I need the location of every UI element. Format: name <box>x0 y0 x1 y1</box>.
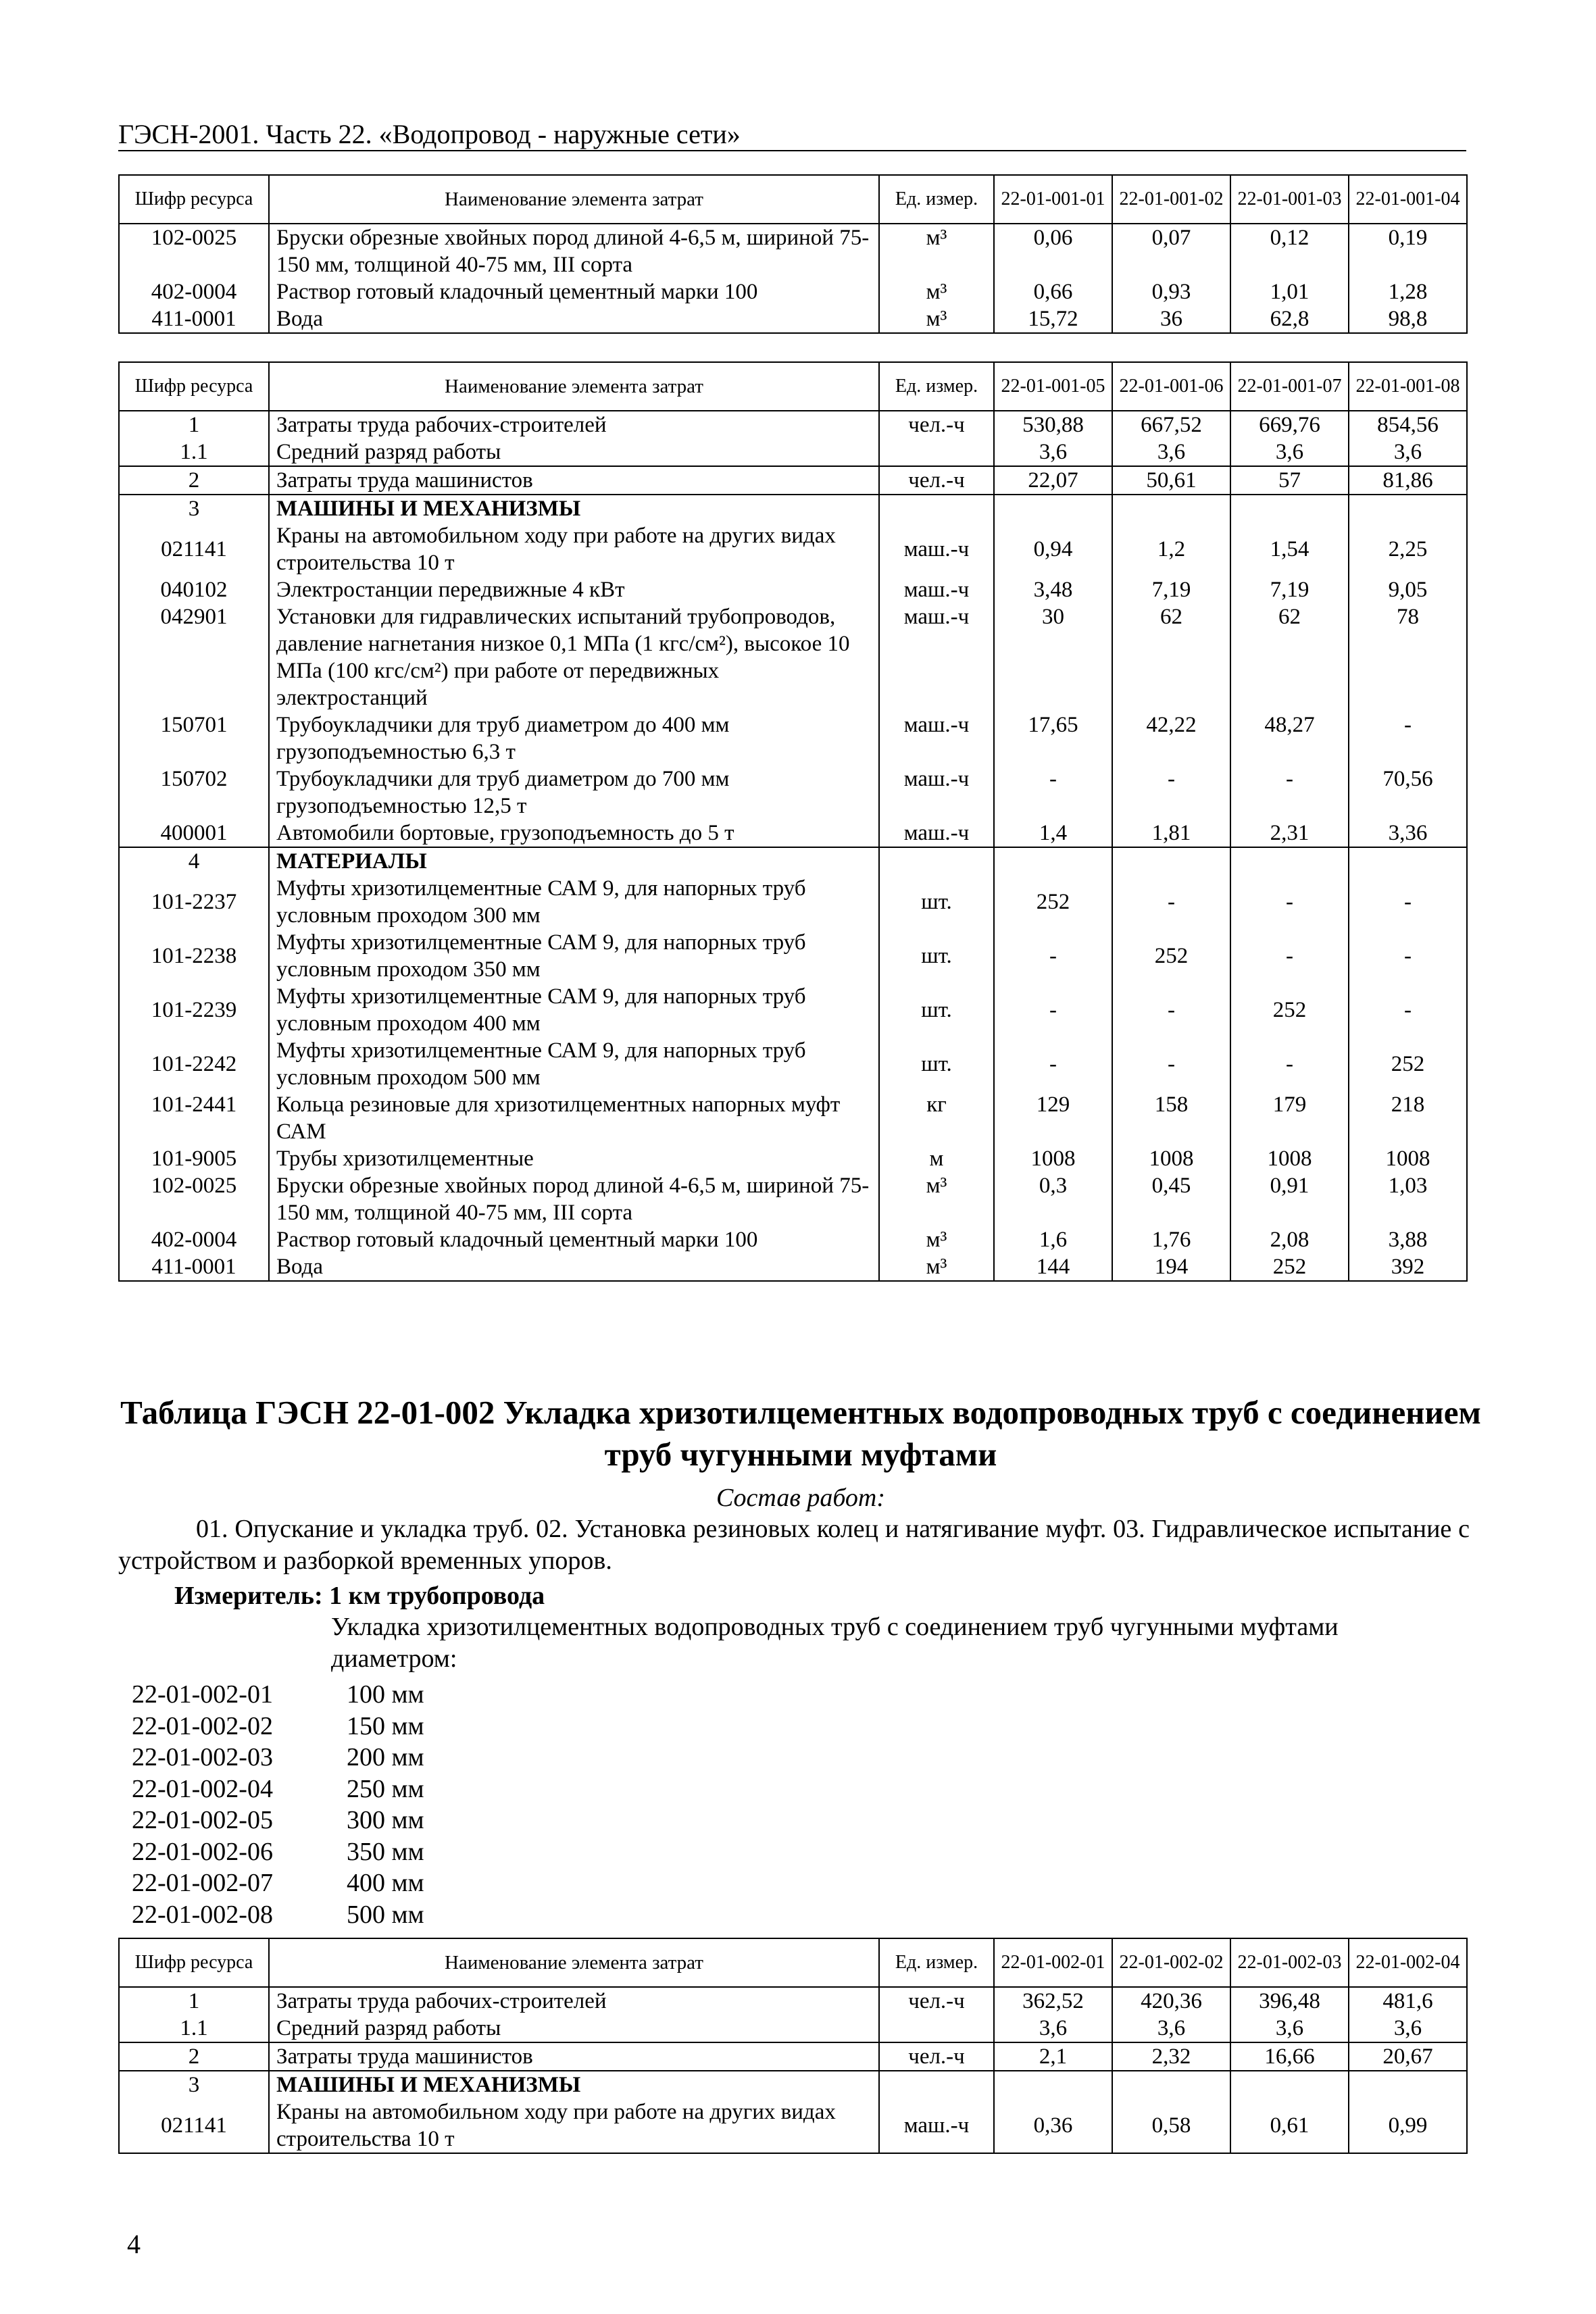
row-value: 15,72 <box>994 305 1112 333</box>
row-value: 0,45 <box>1112 1172 1230 1226</box>
variant-code: 22-01-002-06 <box>132 1837 273 1866</box>
row-value <box>994 495 1112 522</box>
row-value: - <box>1112 983 1230 1037</box>
variant-code: 22-01-002-03 <box>132 1743 273 1771</box>
row-unit: маш.-ч <box>879 603 994 711</box>
row-value <box>1230 2071 1349 2098</box>
col-header-name: Наименование элемента затрат <box>269 1938 879 1987</box>
row-name: Затраты труда рабочих-строителей <box>269 1987 879 2015</box>
table-row <box>119 1987 1467 2015</box>
col-header-code: Шифр ресурса <box>119 1938 269 1987</box>
row-unit: маш.-ч <box>879 576 994 603</box>
variant-code: 22-01-002-01 <box>132 1680 273 1709</box>
row-value: 1,2 <box>1112 522 1230 576</box>
variant-size: 200 мм <box>347 1743 424 1771</box>
col-header-code: Шифр ресурса <box>119 175 269 224</box>
row-code: 3 <box>119 495 269 522</box>
row-code: 101-2239 <box>119 983 269 1037</box>
row-value: 3,6 <box>994 2015 1112 2042</box>
table-row <box>119 765 1467 820</box>
variant-size: 150 мм <box>347 1711 424 1740</box>
row-code: 101-9005 <box>119 1145 269 1172</box>
variant-size: 500 мм <box>347 1900 424 1929</box>
row-name: Кольца резиновые для хризотилцементных напорных муфт САМ <box>269 1091 879 1145</box>
row-value: 1,03 <box>1349 1172 1467 1226</box>
row-value: 2,31 <box>1230 820 1349 847</box>
row-value: 9,05 <box>1349 576 1467 603</box>
resource-table-1 <box>118 174 1468 334</box>
row-value: 854,56 <box>1349 411 1467 438</box>
row-name: Трубы хризотилцементные <box>269 1145 879 1172</box>
resource-table-2 <box>118 361 1468 1282</box>
row-value: 3,6 <box>1349 2015 1467 2042</box>
row-value: 3,6 <box>1349 438 1467 466</box>
row-name: Раствор готовый кладочный цементный марки 100 <box>269 278 879 305</box>
row-value <box>1112 495 1230 522</box>
row-value: 62,8 <box>1230 305 1349 333</box>
row-name: Краны на автомобильном ходу при работе на других видах строительства 10 т <box>269 2098 879 2153</box>
row-value: 1,6 <box>994 1226 1112 1253</box>
row-value: 1008 <box>1230 1145 1349 1172</box>
row-value: 0,61 <box>1230 2098 1349 2153</box>
variant-size: 250 мм <box>347 1774 424 1803</box>
row-value: 20,67 <box>1349 2042 1467 2071</box>
table-row <box>119 1253 1467 1281</box>
row-value: 3,6 <box>1230 438 1349 466</box>
row-value: 48,27 <box>1230 711 1349 765</box>
row-value <box>1112 847 1230 875</box>
row-value: 144 <box>994 1253 1112 1281</box>
row-unit: чел.-ч <box>879 2042 994 2071</box>
row-name: Затраты труда рабочих-строителей <box>269 411 879 438</box>
row-value: 420,36 <box>1112 1987 1230 2015</box>
row-value: 36 <box>1112 305 1230 333</box>
row-code: 101-2238 <box>119 929 269 983</box>
row-value: 98,8 <box>1349 305 1467 333</box>
row-unit: шт. <box>879 875 994 929</box>
row-unit: маш.-ч <box>879 820 994 847</box>
table-row <box>119 438 1467 466</box>
row-value: 7,19 <box>1230 576 1349 603</box>
col-header-variant: 22-01-001-01 <box>994 175 1112 224</box>
row-value: - <box>994 1037 1112 1091</box>
row-code: 402-0004 <box>119 278 269 305</box>
row-value: 62 <box>1112 603 1230 711</box>
row-value: 57 <box>1230 466 1349 495</box>
row-unit <box>879 847 994 875</box>
variant-item <box>132 1867 424 1899</box>
table-row <box>119 820 1467 847</box>
row-name: Средний разряд работы <box>269 2015 879 2042</box>
col-header-name: Наименование элемента затрат <box>269 362 879 411</box>
row-value: 3,6 <box>1112 438 1230 466</box>
row-unit: м³ <box>879 305 994 333</box>
row-value: - <box>994 983 1112 1037</box>
row-value: 252 <box>1112 929 1230 983</box>
table-row <box>119 603 1467 711</box>
table-row <box>119 847 1467 875</box>
row-code: 402-0004 <box>119 1226 269 1253</box>
row-code: 411-0001 <box>119 305 269 333</box>
row-value: 0,58 <box>1112 2098 1230 2153</box>
table-row <box>119 1172 1467 1226</box>
row-value: 0,06 <box>994 224 1112 278</box>
resource-table-3 <box>118 1938 1468 2154</box>
variant-code: 22-01-002-08 <box>132 1900 273 1929</box>
row-unit: м³ <box>879 1253 994 1281</box>
row-value: 530,88 <box>994 411 1112 438</box>
running-header: ГЭСН-2001. Часть 22. «Водопровод - наружные сети» <box>118 119 741 149</box>
section-heading: МАТЕРИАЛЫ <box>269 847 879 875</box>
row-value: - <box>1230 1037 1349 1091</box>
row-unit: шт. <box>879 929 994 983</box>
row-unit: маш.-ч <box>879 711 994 765</box>
table-row <box>119 2042 1467 2071</box>
row-value: 3,48 <box>994 576 1112 603</box>
row-value: 179 <box>1230 1091 1349 1145</box>
row-unit: шт. <box>879 983 994 1037</box>
row-value: 0,66 <box>994 278 1112 305</box>
row-name: Затраты труда машинистов <box>269 2042 879 2071</box>
row-code: 021141 <box>119 2098 269 2153</box>
col-header-name: Наименование элемента затрат <box>269 175 879 224</box>
row-unit: чел.-ч <box>879 1987 994 2015</box>
row-value: 50,61 <box>1112 466 1230 495</box>
row-value: 252 <box>1230 983 1349 1037</box>
row-unit <box>879 2071 994 2098</box>
row-code: 4 <box>119 847 269 875</box>
row-value: - <box>994 765 1112 820</box>
row-name: Бруски обрезные хвойных пород длиной 4-6,5 м, шириной 75-150 мм, толщиной 40-75 мм, III сорта <box>269 1172 879 1226</box>
row-value: 0,12 <box>1230 224 1349 278</box>
col-header-variant: 22-01-002-04 <box>1349 1938 1467 1987</box>
variant-item <box>132 1679 424 1711</box>
row-value: 194 <box>1112 1253 1230 1281</box>
composition-heading: Состав работ: <box>716 1484 886 1512</box>
section-title: Таблица ГЭСН 22-01-002 Укладка хризотилцементных водопроводных труб с соединением труб чугунными муфтами <box>120 1394 1481 1473</box>
row-unit: м³ <box>879 224 994 278</box>
row-value: - <box>994 929 1112 983</box>
variant-item <box>132 1805 424 1836</box>
row-code: 101-2242 <box>119 1037 269 1091</box>
col-header-variant: 22-01-002-01 <box>994 1938 1112 1987</box>
row-value <box>1230 847 1349 875</box>
table-row <box>119 2098 1467 2153</box>
table-row <box>119 929 1467 983</box>
col-header-code: Шифр ресурса <box>119 362 269 411</box>
table-row <box>119 466 1467 495</box>
row-value: 0,3 <box>994 1172 1112 1226</box>
table-row <box>119 983 1467 1037</box>
row-value: 81,86 <box>1349 466 1467 495</box>
row-code: 102-0025 <box>119 224 269 278</box>
row-code: 1 <box>119 411 269 438</box>
row-value: - <box>1349 875 1467 929</box>
variant-size: 100 мм <box>347 1680 424 1709</box>
row-value: 0,94 <box>994 522 1112 576</box>
row-value: 2,1 <box>994 2042 1112 2071</box>
row-value: 3,6 <box>1230 2015 1349 2042</box>
table-row <box>119 495 1467 522</box>
row-value <box>1349 2071 1467 2098</box>
row-unit: маш.-ч <box>879 765 994 820</box>
row-value <box>994 847 1112 875</box>
row-code: 150701 <box>119 711 269 765</box>
row-name: Бруски обрезные хвойных пород длиной 4-6,5 м, шириной 75-150 мм, толщиной 40-75 мм, III сорта <box>269 224 879 278</box>
row-value: 218 <box>1349 1091 1467 1145</box>
row-value: 0,91 <box>1230 1172 1349 1226</box>
row-value: 42,22 <box>1112 711 1230 765</box>
row-name: Муфты хризотилцементные САМ 9, для напорных труб условным проходом 400 мм <box>269 983 879 1037</box>
row-value: 1,76 <box>1112 1226 1230 1253</box>
row-unit: маш.-ч <box>879 2098 994 2153</box>
row-unit: чел.-ч <box>879 466 994 495</box>
row-name: Автомобили бортовые, грузоподъемность до 5 т <box>269 820 879 847</box>
row-value: 3,6 <box>994 438 1112 466</box>
variant-item <box>132 1711 424 1742</box>
variant-item <box>132 1774 424 1805</box>
row-code: 400001 <box>119 820 269 847</box>
row-value: 16,66 <box>1230 2042 1349 2071</box>
row-name: Муфты хризотилцементные САМ 9, для напорных труб условным проходом 350 мм <box>269 929 879 983</box>
variant-item <box>132 1742 424 1774</box>
row-value: 0,99 <box>1349 2098 1467 2153</box>
variant-list <box>132 1679 424 1930</box>
row-unit: кг <box>879 1091 994 1145</box>
row-value: 0,07 <box>1112 224 1230 278</box>
row-name: Раствор готовый кладочный цементный марки 100 <box>269 1226 879 1253</box>
col-header-unit: Ед. измер. <box>879 175 994 224</box>
row-value: 1008 <box>1112 1145 1230 1172</box>
row-value <box>994 2071 1112 2098</box>
row-code: 1 <box>119 1987 269 2015</box>
row-code: 150702 <box>119 765 269 820</box>
row-value: 396,48 <box>1230 1987 1349 2015</box>
row-code: 021141 <box>119 522 269 576</box>
row-value: 481,6 <box>1349 1987 1467 2015</box>
row-value <box>1349 495 1467 522</box>
col-header-variant: 22-01-001-05 <box>994 362 1112 411</box>
row-value: 0,36 <box>994 2098 1112 2153</box>
row-value: - <box>1349 711 1467 765</box>
row-value: 3,6 <box>1112 2015 1230 2042</box>
table-row <box>119 305 1467 333</box>
row-unit: м³ <box>879 278 994 305</box>
row-value: - <box>1112 1037 1230 1091</box>
row-value: - <box>1112 765 1230 820</box>
col-header-variant: 22-01-002-03 <box>1230 1938 1349 1987</box>
row-value <box>1230 495 1349 522</box>
row-value: 3,36 <box>1349 820 1467 847</box>
row-value: - <box>1349 929 1467 983</box>
row-value: - <box>1230 875 1349 929</box>
row-unit <box>879 495 994 522</box>
col-header-variant: 22-01-001-02 <box>1112 175 1230 224</box>
row-value: 1008 <box>994 1145 1112 1172</box>
row-value: 0,19 <box>1349 224 1467 278</box>
row-code: 411-0001 <box>119 1253 269 1281</box>
col-header-variant: 22-01-001-06 <box>1112 362 1230 411</box>
row-value: 129 <box>994 1091 1112 1145</box>
row-unit: м³ <box>879 1226 994 1253</box>
row-value: 7,19 <box>1112 576 1230 603</box>
row-value: 1,28 <box>1349 278 1467 305</box>
row-name: Трубоукладчики для труб диаметром до 700 мм грузоподъемностью 12,5 т <box>269 765 879 820</box>
row-name: Трубоукладчики для труб диаметром до 400 мм грузоподъемностью 6,3 т <box>269 711 879 765</box>
table-row <box>119 1226 1467 1253</box>
row-code: 1.1 <box>119 2015 269 2042</box>
row-code: 101-2237 <box>119 875 269 929</box>
table-row <box>119 522 1467 576</box>
row-code: 102-0025 <box>119 1172 269 1226</box>
row-unit: маш.-ч <box>879 522 994 576</box>
row-name: Средний разряд работы <box>269 438 879 466</box>
table-row <box>119 1145 1467 1172</box>
row-value <box>1112 2071 1230 2098</box>
row-value: 22,07 <box>994 466 1112 495</box>
row-unit <box>879 2015 994 2042</box>
variant-code: 22-01-002-04 <box>132 1774 273 1803</box>
row-name: Электростанции передвижные 4 кВт <box>269 576 879 603</box>
row-value: 252 <box>994 875 1112 929</box>
row-value: 2,25 <box>1349 522 1467 576</box>
row-value: - <box>1112 875 1230 929</box>
table-row <box>119 576 1467 603</box>
row-value: 1,54 <box>1230 522 1349 576</box>
row-unit: м <box>879 1145 994 1172</box>
row-unit: чел.-ч <box>879 411 994 438</box>
row-value: - <box>1230 765 1349 820</box>
table-row <box>119 224 1467 278</box>
table-row <box>119 875 1467 929</box>
row-value: 17,65 <box>994 711 1112 765</box>
page-number: 4 <box>127 2229 141 2259</box>
variant-size: 350 мм <box>347 1837 424 1866</box>
row-value: 1008 <box>1349 1145 1467 1172</box>
row-value: - <box>1230 929 1349 983</box>
table-row <box>119 411 1467 438</box>
row-code: 101-2441 <box>119 1091 269 1145</box>
col-header-variant: 22-01-002-02 <box>1112 1938 1230 1987</box>
variant-item <box>132 1899 424 1931</box>
row-name: Муфты хризотилцементные САМ 9, для напорных труб условным проходом 500 мм <box>269 1037 879 1091</box>
row-value: 62 <box>1230 603 1349 711</box>
row-value: 667,52 <box>1112 411 1230 438</box>
row-value: 70,56 <box>1349 765 1467 820</box>
row-name: Вода <box>269 1253 879 1281</box>
row-code: 040102 <box>119 576 269 603</box>
variant-code: 22-01-002-02 <box>132 1711 273 1740</box>
row-name: Вода <box>269 305 879 333</box>
row-code: 1.1 <box>119 438 269 466</box>
measure-unit: Измеритель: 1 км трубопровода <box>174 1582 545 1610</box>
row-unit <box>879 438 994 466</box>
row-name: Муфты хризотилцементные САМ 9, для напорных труб условным проходом 300 мм <box>269 875 879 929</box>
variant-item <box>132 1836 424 1868</box>
table-row <box>119 278 1467 305</box>
row-value: 30 <box>994 603 1112 711</box>
table-row <box>119 2015 1467 2042</box>
table-row <box>119 1037 1467 1091</box>
col-header-variant: 22-01-001-07 <box>1230 362 1349 411</box>
row-value: 252 <box>1349 1037 1467 1091</box>
col-header-variant: 22-01-001-03 <box>1230 175 1349 224</box>
table-row <box>119 711 1467 765</box>
row-name: Затраты труда машинистов <box>269 466 879 495</box>
variant-intro: Укладка хризотилцементных водопроводных труб с соединением труб чугунными муфтами диаметром: <box>331 1613 1339 1673</box>
row-value: 252 <box>1230 1253 1349 1281</box>
col-header-unit: Ед. измер. <box>879 362 994 411</box>
row-value: 2,08 <box>1230 1226 1349 1253</box>
row-value: 392 <box>1349 1253 1467 1281</box>
row-value: 158 <box>1112 1091 1230 1145</box>
row-code: 2 <box>119 2042 269 2071</box>
row-value <box>1349 847 1467 875</box>
header-rule <box>118 150 1466 151</box>
row-name: Установки для гидравлических испытаний трубопроводов, давление нагнетания низкое 0,1 МПа (1 кгс/см²), высокое 10 МПа (100 кгс/см²) при работе от передвижных электростанций <box>269 603 879 711</box>
row-code: 3 <box>119 2071 269 2098</box>
variant-code: 22-01-002-05 <box>132 1806 273 1834</box>
composition-text: 01. Опускание и укладка труб. 02. Установка резиновых колец и натягивание муфт. 03. Гидравлическое испытание с устройством и разборкой временных упоров. <box>118 1515 1470 1575</box>
col-header-variant: 22-01-001-04 <box>1349 175 1467 224</box>
variant-size: 400 мм <box>347 1869 424 1897</box>
variant-size: 300 мм <box>347 1806 424 1834</box>
table-row <box>119 2071 1467 2098</box>
variant-code: 22-01-002-07 <box>132 1869 273 1897</box>
row-value: 3,88 <box>1349 1226 1467 1253</box>
row-value: - <box>1349 983 1467 1037</box>
col-header-unit: Ед. измер. <box>879 1938 994 1987</box>
row-unit: шт. <box>879 1037 994 1091</box>
table-row <box>119 1091 1467 1145</box>
col-header-variant: 22-01-001-08 <box>1349 362 1467 411</box>
row-value: 362,52 <box>994 1987 1112 2015</box>
row-value: 1,4 <box>994 820 1112 847</box>
row-unit: м³ <box>879 1172 994 1226</box>
section-heading: МАШИНЫ И МЕХАНИЗМЫ <box>269 495 879 522</box>
row-value: 78 <box>1349 603 1467 711</box>
row-value: 1,01 <box>1230 278 1349 305</box>
row-name: Краны на автомобильном ходу при работе на других видах строительства 10 т <box>269 522 879 576</box>
row-value: 0,93 <box>1112 278 1230 305</box>
row-code: 2 <box>119 466 269 495</box>
row-value: 669,76 <box>1230 411 1349 438</box>
section-heading: МАШИНЫ И МЕХАНИЗМЫ <box>269 2071 879 2098</box>
row-value: 2,32 <box>1112 2042 1230 2071</box>
row-value: 1,81 <box>1112 820 1230 847</box>
row-code: 042901 <box>119 603 269 711</box>
